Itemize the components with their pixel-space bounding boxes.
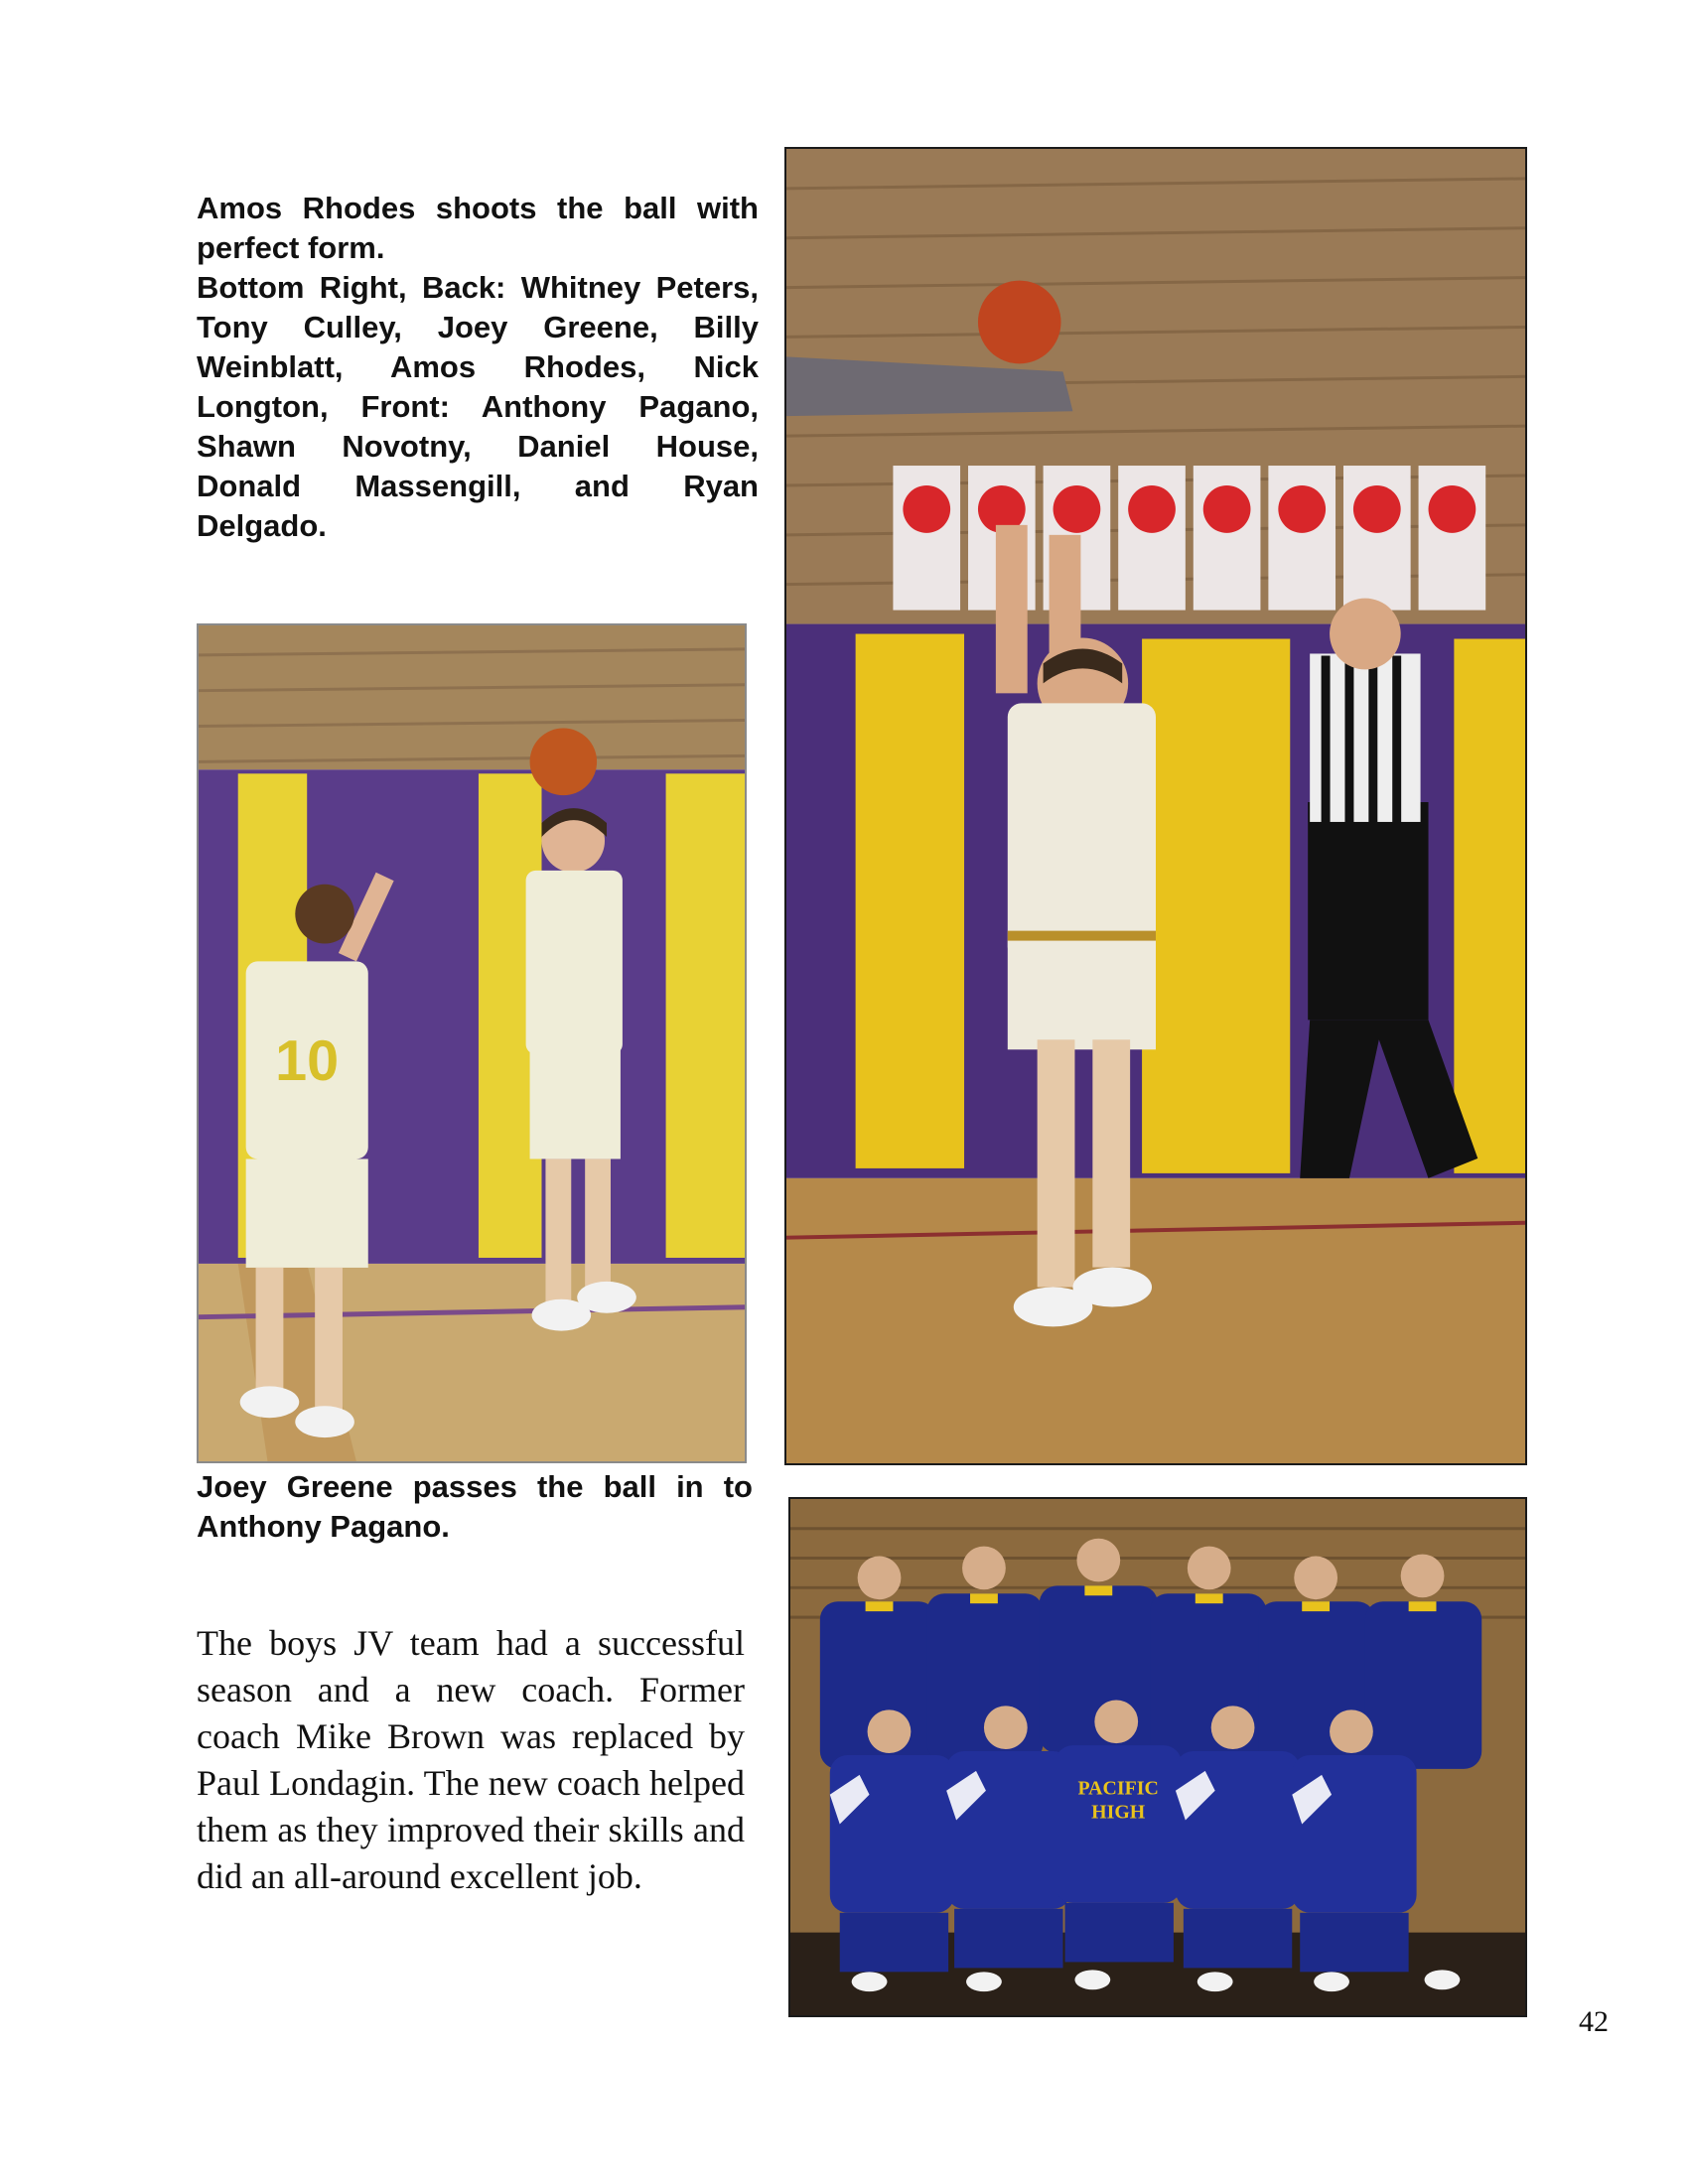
caption-middle: Joey Greene passes the ball in to Anthony Pagano. [197,1469,753,1544]
photo-pass-ball [197,623,747,1463]
photo-team-portrait [788,1497,1527,2017]
caption-top-line1: Amos Rhodes shoots the ball with perfect form. [197,191,759,265]
page-number: 42 [1579,2005,1609,2038]
body-paragraph: The boys JV team had a successful season and a new coach. Former coach Mike Brown was replaced by Paul Londagin. The new coach helped them as they improved their skills and did an all-around excellent job. [197,1623,745,1896]
caption-top-line2: Bottom Right, Back: Whitney Peters, Tony Culley, Joey Greene, Billy Weinblatt, Amos Rhodes, Nick Longton, Front: Anthony Pagano, Shawn Novotny, Daniel House, Donald Massengill, and Ryan Delgado. [197,270,759,543]
photo-player-shooting [784,147,1527,1465]
photo-shot-graphic [786,149,1525,1463]
photo-pass-graphic [199,625,745,1461]
jersey-number-10: 10 [275,1028,340,1093]
team-jersey-text-2: HIGH [1091,1801,1146,1824]
photo-team-graphic [790,1499,1525,2015]
caption-top [197,189,759,546]
team-jersey-text-1: PACIFIC [1077,1777,1159,1800]
